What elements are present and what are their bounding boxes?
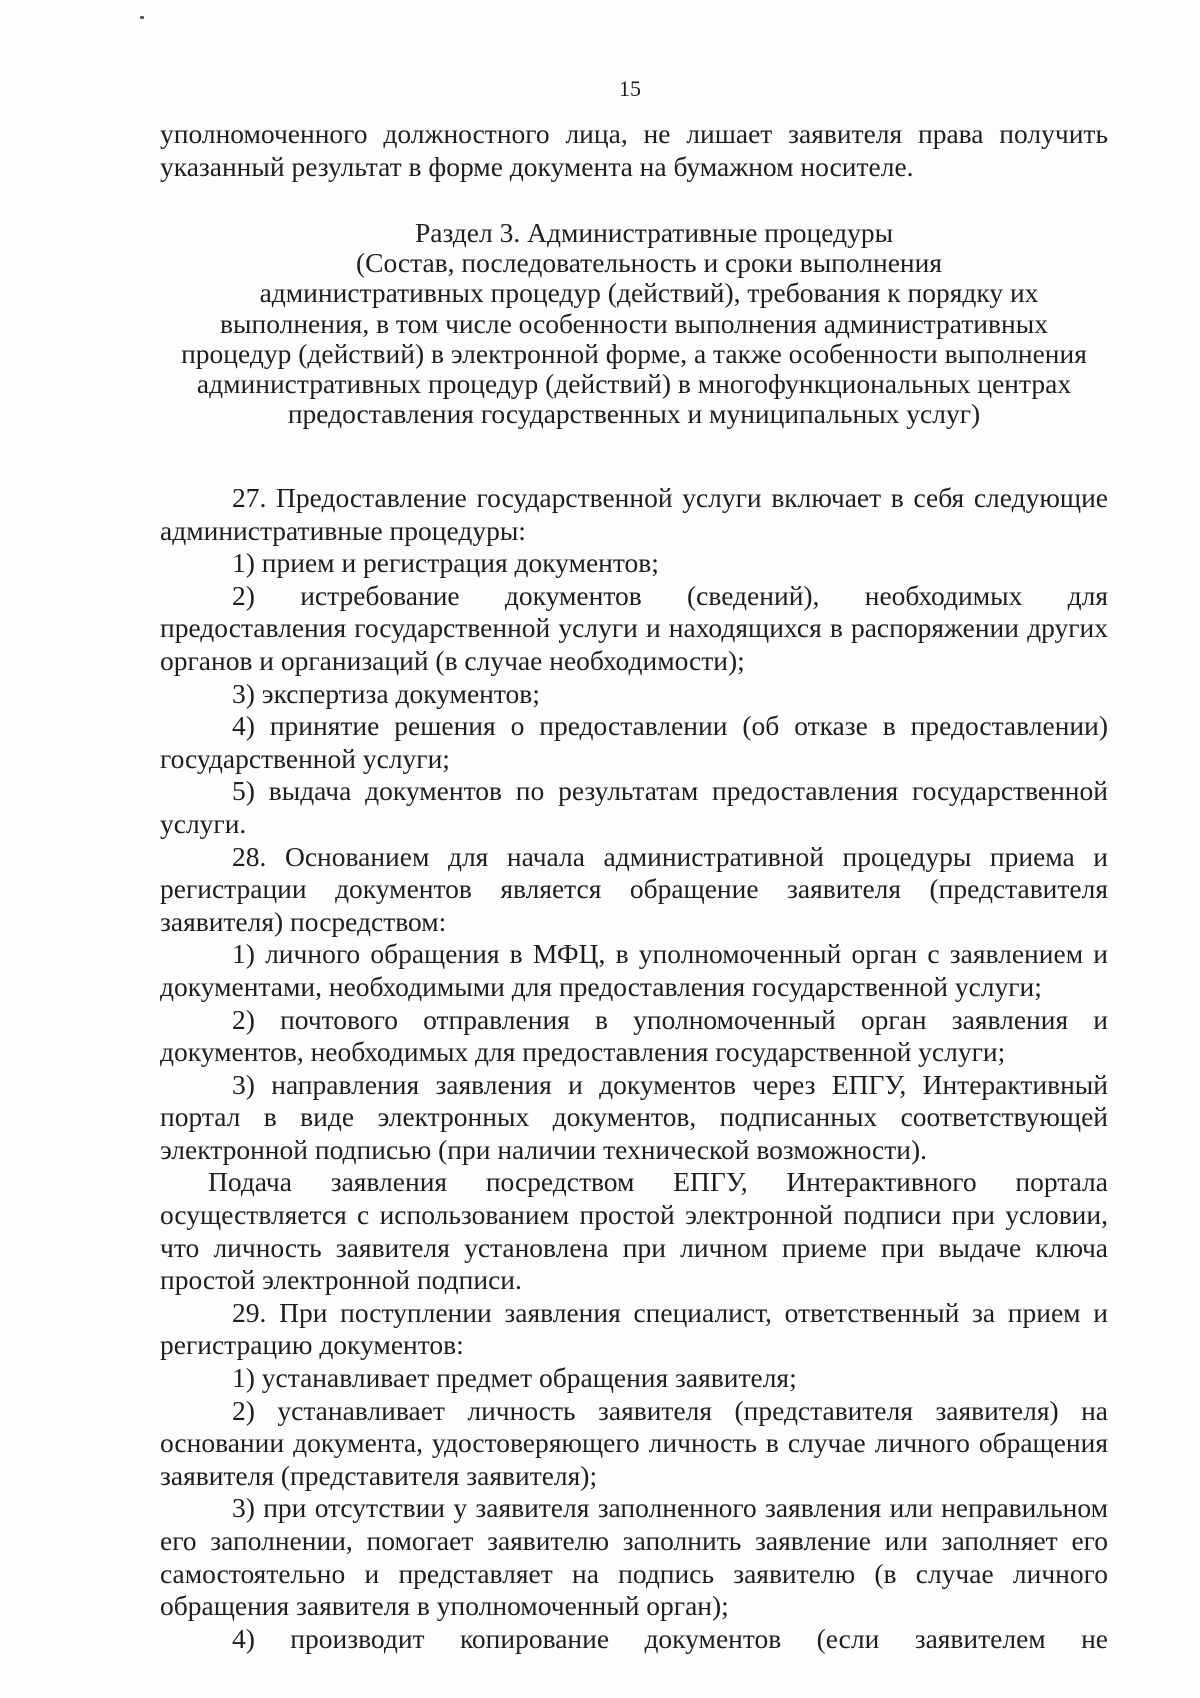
paragraph-28-note: Подача заявления посредством ЕПГУ, Интерактивного портала осуществляется с использованием простой электронной подписи при условии, что личность заявителя установлена при личном приеме при выдаче ключа простой электронной подписи. bbox=[160, 1166, 1108, 1296]
paragraph-29: 29. При поступлении заявления специалист, ответственный за прием и регистрацию документов: bbox=[160, 1296, 1108, 1361]
top-paragraph-line-2: указанный результат в форме документа на бумажном носителе. bbox=[160, 150, 914, 182]
section-subtitle-line-1: (Состав, последовательность и сроки выполнения bbox=[355, 247, 943, 279]
paragraph-29-item-4: 4) производит копирование документов (если заявителем не bbox=[232, 1622, 1108, 1654]
section-subtitle-line-6: предоставления государственных и муниципальных услуг) bbox=[287, 398, 981, 430]
section-subtitle-line-4: процедур (действий) в электронной форме, а также особенности выполнения bbox=[181, 337, 1087, 369]
section-subtitle-line-2: административных процедур (действий), требования к порядку их bbox=[259, 277, 1039, 309]
paragraph-27: 27. Предоставление государственной услуги включает в себя следующие административные процедуры: bbox=[160, 482, 1108, 546]
paragraph-29-item-1: 1) устанавливает предмет обращения заявителя; bbox=[232, 1362, 797, 1394]
paragraph-27-item-1: 1) прием и регистрация документов; bbox=[232, 547, 659, 579]
scan-speck bbox=[140, 16, 144, 19]
paragraph-29-item-3: 3) при отсутствии у заявителя заполненного заявления или неправильном его заполнении, помогает заявителю заполнить заявление или заполняет его самостоятельно и представляет на подпись заявителю (в случае личного обращения заявителя в уполномоченный орган); bbox=[160, 1492, 1108, 1622]
section-subtitle-line-3: выполнения, в том числе особенности выполнения административных bbox=[220, 307, 1048, 339]
top-paragraph-line-1: уполномоченного должностного лица, не лишает заявителя права получить bbox=[160, 118, 1108, 149]
paragraph-27-item-3: 3) экспертиза документов; bbox=[232, 677, 540, 709]
section-heading bbox=[160, 218, 1108, 429]
main-text bbox=[160, 482, 1108, 1655]
section-subtitle-line-5: административных процедур (действий) в многофункциональных центрах bbox=[196, 368, 1072, 400]
paragraph-27-item-5: 5) выдача документов по результатам предоставления государственной услуги. bbox=[160, 775, 1108, 839]
paragraph-27-item-4: 4) принятие решения о предоставлении (об отказе в предоставлении) государственной услуги; bbox=[160, 710, 1108, 774]
paragraph-28-item-3: 3) направления заявления и документов через ЕПГУ, Интерактивный портал в виде электронных документов, подписанных соответствующей электронной подписью (при наличии технической возможности). bbox=[160, 1068, 1108, 1165]
paragraph-28: 28. Основанием для начала административной процедуры приема и регистрации документов является обращение заявителя (представителя заявителя) посредством: bbox=[160, 840, 1108, 937]
page-number: 15 bbox=[619, 76, 641, 101]
paragraph-29-item-2: 2) устанавливает личность заявителя (представителя заявителя) на основании документа, удостоверяющего личность в случае личного обращения заявителя (представителя заявителя); bbox=[160, 1394, 1108, 1491]
paragraph-28-item-1: 1) личного обращения в МФЦ, в уполномоченный орган с заявлением и документами, необходимыми для предоставления государственной услуги; bbox=[160, 938, 1108, 1002]
section-title: Раздел 3. Административные процедуры bbox=[414, 217, 894, 248]
paragraph-28-item-2: 2) почтового отправления в уполномоченный орган заявления и документов, необходимых для предоставления государственной услуги; bbox=[160, 1003, 1108, 1068]
paragraph-27-item-2: 2) истребование документов (сведений), необходимых для предоставления государственной услуги и находящихся в распоряжении других органов и организаций (в случае необходимости); bbox=[160, 579, 1108, 676]
top-paragraph bbox=[160, 118, 1108, 183]
